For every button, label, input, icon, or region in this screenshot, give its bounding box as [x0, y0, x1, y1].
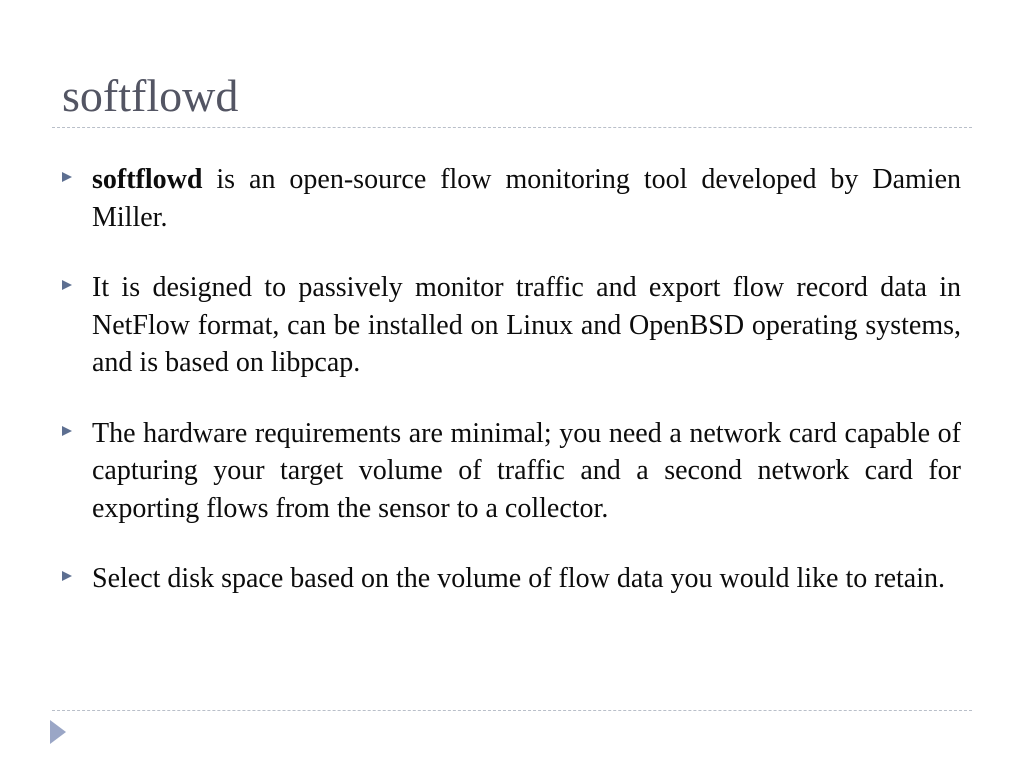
- bullet-item: [60, 269, 961, 382]
- title-divider: [52, 127, 972, 128]
- bullet-strong-text: softflowd: [92, 164, 203, 195]
- bullet-text: is an open-source flow monitoring tool developed by Damien Miller.: [92, 164, 961, 233]
- triangle-right-icon: [62, 426, 72, 436]
- bullet-text: The hardware requirements are minimal; you need a network card capable of capturing your target volume of traffic and a second network card for exporting flows from the sensor to a collector.: [92, 417, 961, 524]
- slide-title: softflowd: [62, 70, 239, 121]
- triangle-right-icon: [62, 280, 72, 290]
- bullet-item: [60, 415, 961, 528]
- bullet-text: Select disk space based on the volume of flow data you would like to retain.: [92, 563, 946, 594]
- bullet-item: [60, 560, 961, 598]
- play-arrow-icon[interactable]: [50, 720, 66, 744]
- bullet-list: [60, 161, 961, 631]
- triangle-right-icon: [62, 571, 72, 581]
- footer-divider: [52, 710, 972, 711]
- triangle-right-icon: [62, 172, 72, 182]
- bullet-item: [60, 161, 961, 236]
- bullet-text: It is designed to passively monitor traffic and export flow record data in NetFlow format, can be installed on Linux and OpenBSD operating systems, and is based on libpcap.: [92, 272, 961, 378]
